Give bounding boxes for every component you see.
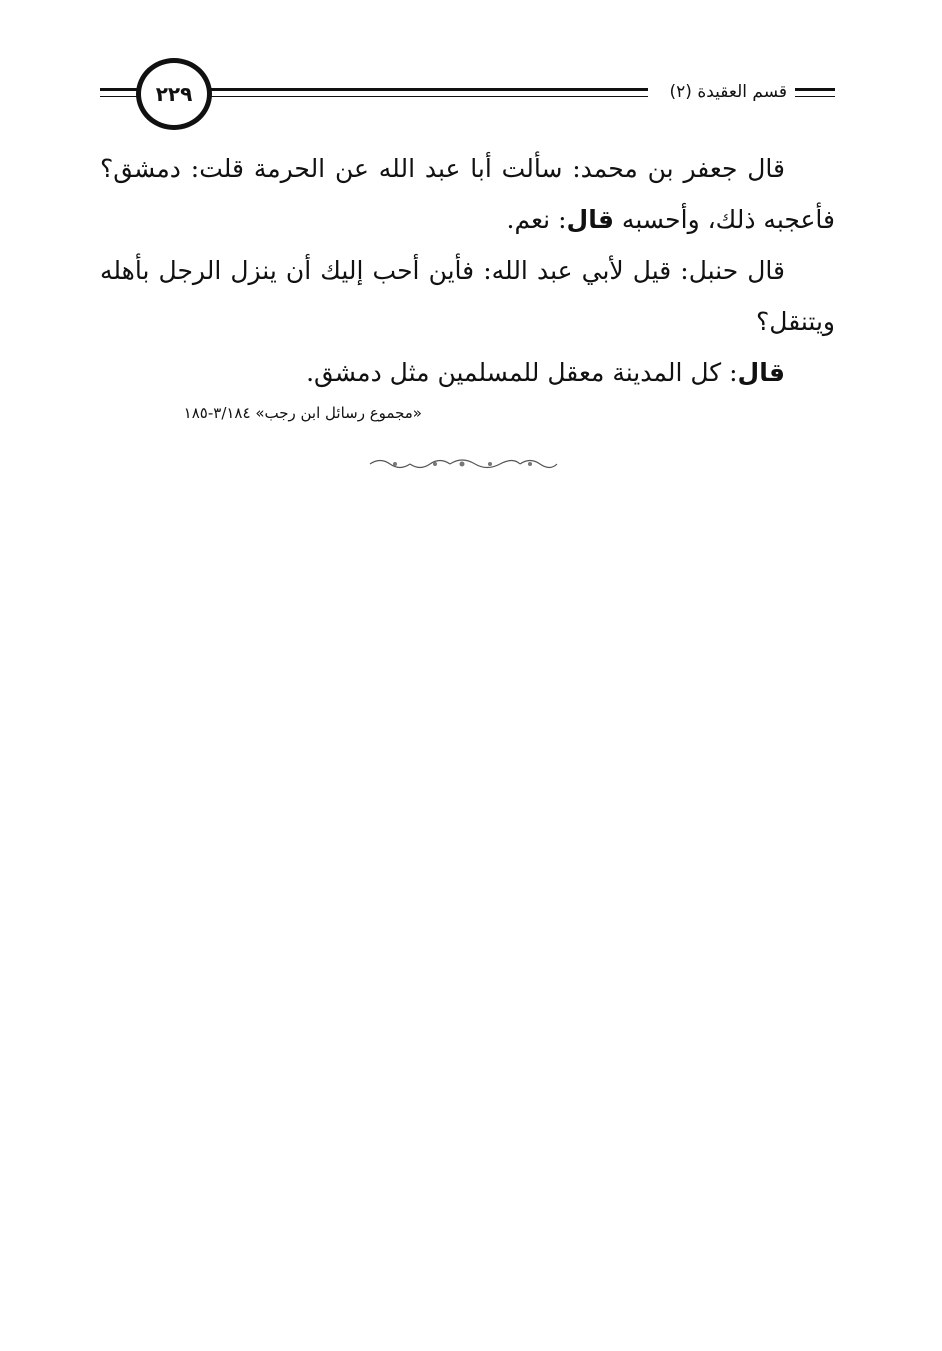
paragraph-3-text: : كل المدينة معقل للمسلمين مثل دمشق. <box>306 358 738 387</box>
header-rule-right-thick <box>795 88 835 91</box>
qala-bold-label: قال <box>566 205 614 234</box>
page-header <box>100 58 835 136</box>
header-rule-right-thin <box>795 96 835 97</box>
document-body <box>100 143 835 398</box>
paragraph-2-text: قال حنبل: قيل لأبي عبد الله: فأين أحب إليك أن ينزل الرجل بأهله ويتنقل؟ <box>100 256 835 336</box>
header-rule-main-thick <box>208 88 648 91</box>
paragraph-1-text: قال جعفر بن محمد: سألت أبا عبد الله عن الحرمة قلت: دمشق؟ <box>100 154 785 183</box>
page-number: ٢٢٩ <box>155 82 193 106</box>
paragraph-1-continuation-start: فأعجبه ذلك، وأحسبه <box>613 205 835 234</box>
paragraph-2 <box>100 245 835 347</box>
page-number-badge <box>136 58 212 130</box>
source-citation: «مجموع رسائل ابن رجب» ٣/١٨٤-١٨٥ <box>183 404 422 422</box>
header-rule-main-thin <box>208 96 648 97</box>
qala-bold-label: قال <box>737 358 785 387</box>
header-rule-left-thin <box>100 96 140 97</box>
paragraph-1 <box>100 143 835 245</box>
header-rule-left-thick <box>100 88 140 91</box>
paragraph-1-continuation-end: : نعم. <box>506 205 567 234</box>
section-end-ornament <box>365 455 560 473</box>
section-title: قسم العقيدة (٢) <box>666 82 792 102</box>
paragraph-3 <box>100 347 835 398</box>
